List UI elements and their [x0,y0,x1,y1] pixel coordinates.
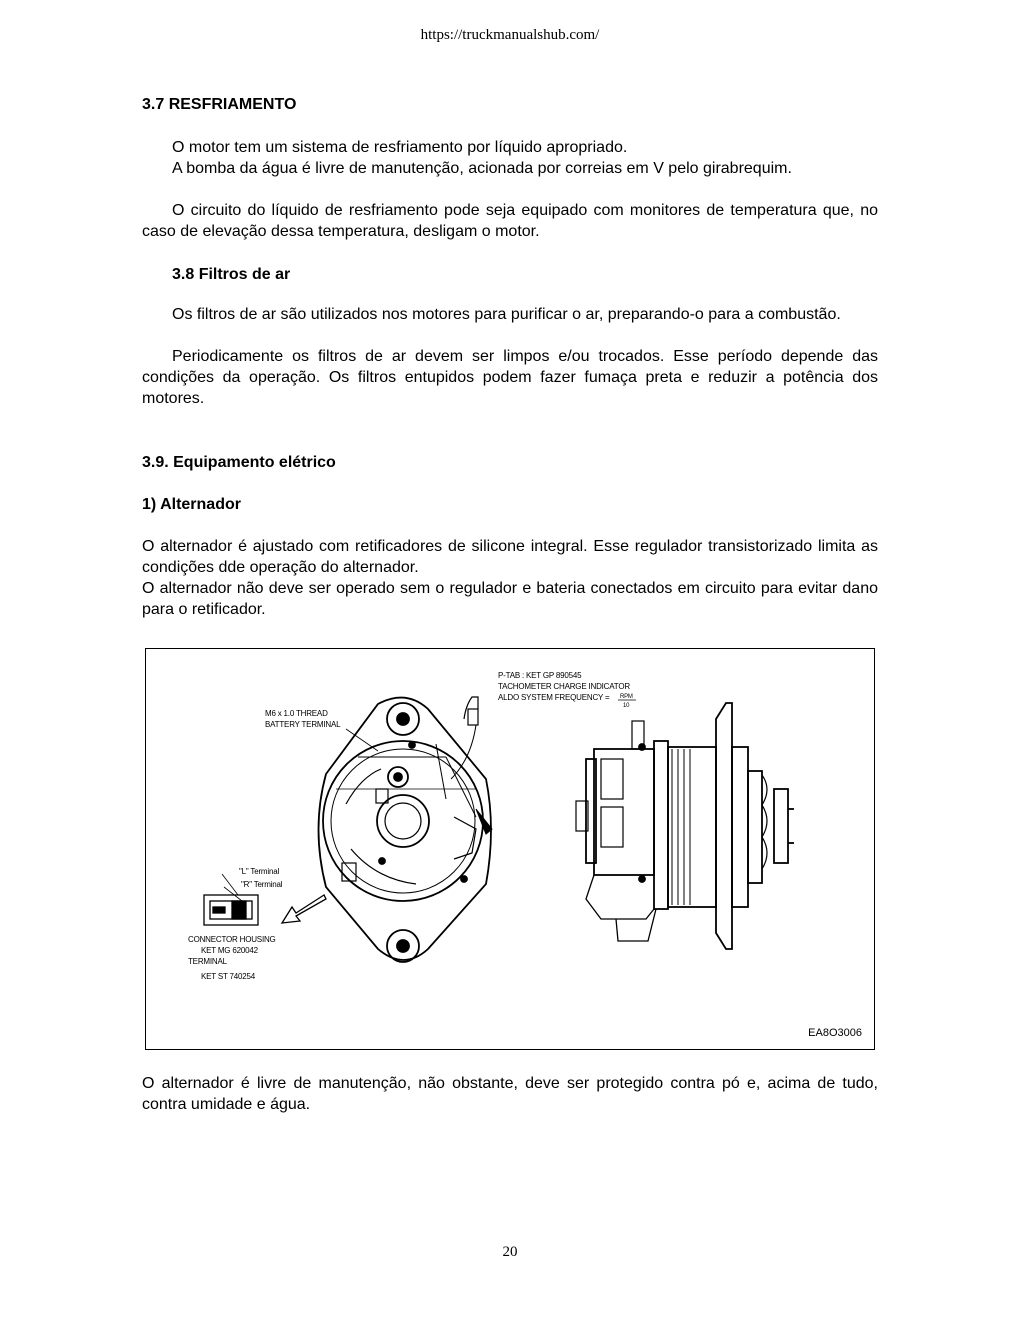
terminal-label: TERMINAL [188,957,227,966]
paragraph: Os filtros de ar são utilizados nos motores para purificar o ar, preparando-o para a combustão. [172,306,841,323]
connector-part-label: KET MG 620042 [201,946,258,955]
paragraph: O alternador não deve ser operado sem o regulador e bateria conectados em circuito para evitar dano para o retificador. [142,580,878,618]
heading-3-8: 3.8 Filtros de ar [172,266,291,283]
paragraph: A bomba da água é livre de manutenção, acionada por correias em V pelo girabrequim. [172,160,792,177]
direction-arrow [282,895,326,923]
frequency-numerator: RPM [620,694,633,700]
frequency-denominator: 10 [623,703,630,709]
paragraph: O motor tem um sistema de resfriamento por líquido apropriado. [172,139,628,156]
terminal-part-label: KET ST 740254 [201,972,256,981]
tachometer-label: TACHOMETER CHARGE INDICATOR [498,682,630,691]
ptab-label: P-TAB : KET GP 890545 [498,671,582,680]
paragraph: O circuito do líquido de resfriamento pode seja equipado com monitores de temperatura que, no caso de elevação dessa temperatura, desligam o motor. [142,202,878,240]
page-number: 20 [502,1244,518,1260]
r-terminal-label: "R" Terminal [241,880,283,889]
paragraph: O alternador é ajustado com retificadores de silicone integral. Esse regulador transistorizado limita as condições dde operação do alternador. [142,538,878,576]
battery-terminal-label: BATTERY TERMINAL [265,720,341,729]
alternator-drawing [146,649,874,1049]
heading-3-7: 3.7 RESFRIAMENTO [142,96,297,113]
heading-3-9: 3.9. Equipamento elétrico [142,454,336,471]
figure-code: EA8O3006 [808,1027,862,1039]
connector-housing-label: CONNECTOR HOUSING [188,935,276,944]
source-url: https://truckmanualshub.com/ [420,27,600,43]
subheading-alternador: 1) Alternador [142,496,241,513]
alternator-diagram [145,648,875,1050]
l-terminal-label: "L" Terminal [239,867,280,876]
paragraph: O alternador é livre de manutenção, não obstante, deve ser protegido contra pó e, acima de tudo, contra umidade e água. [142,1075,878,1113]
frequency-label: ALDO SYSTEM FREQUENCY = [498,693,610,702]
paragraph: Periodicamente os filtros de ar devem ser limpos e/ou trocados. Esse período depende das condições da operação. Os filtros entupidos podem fazer fumaça preta e reduzir a potência dos motores. [142,348,878,407]
alternator-front-view [319,697,493,962]
alternator-side-view [576,703,794,949]
thread-label: M6 x 1.0 THREAD [265,709,328,718]
